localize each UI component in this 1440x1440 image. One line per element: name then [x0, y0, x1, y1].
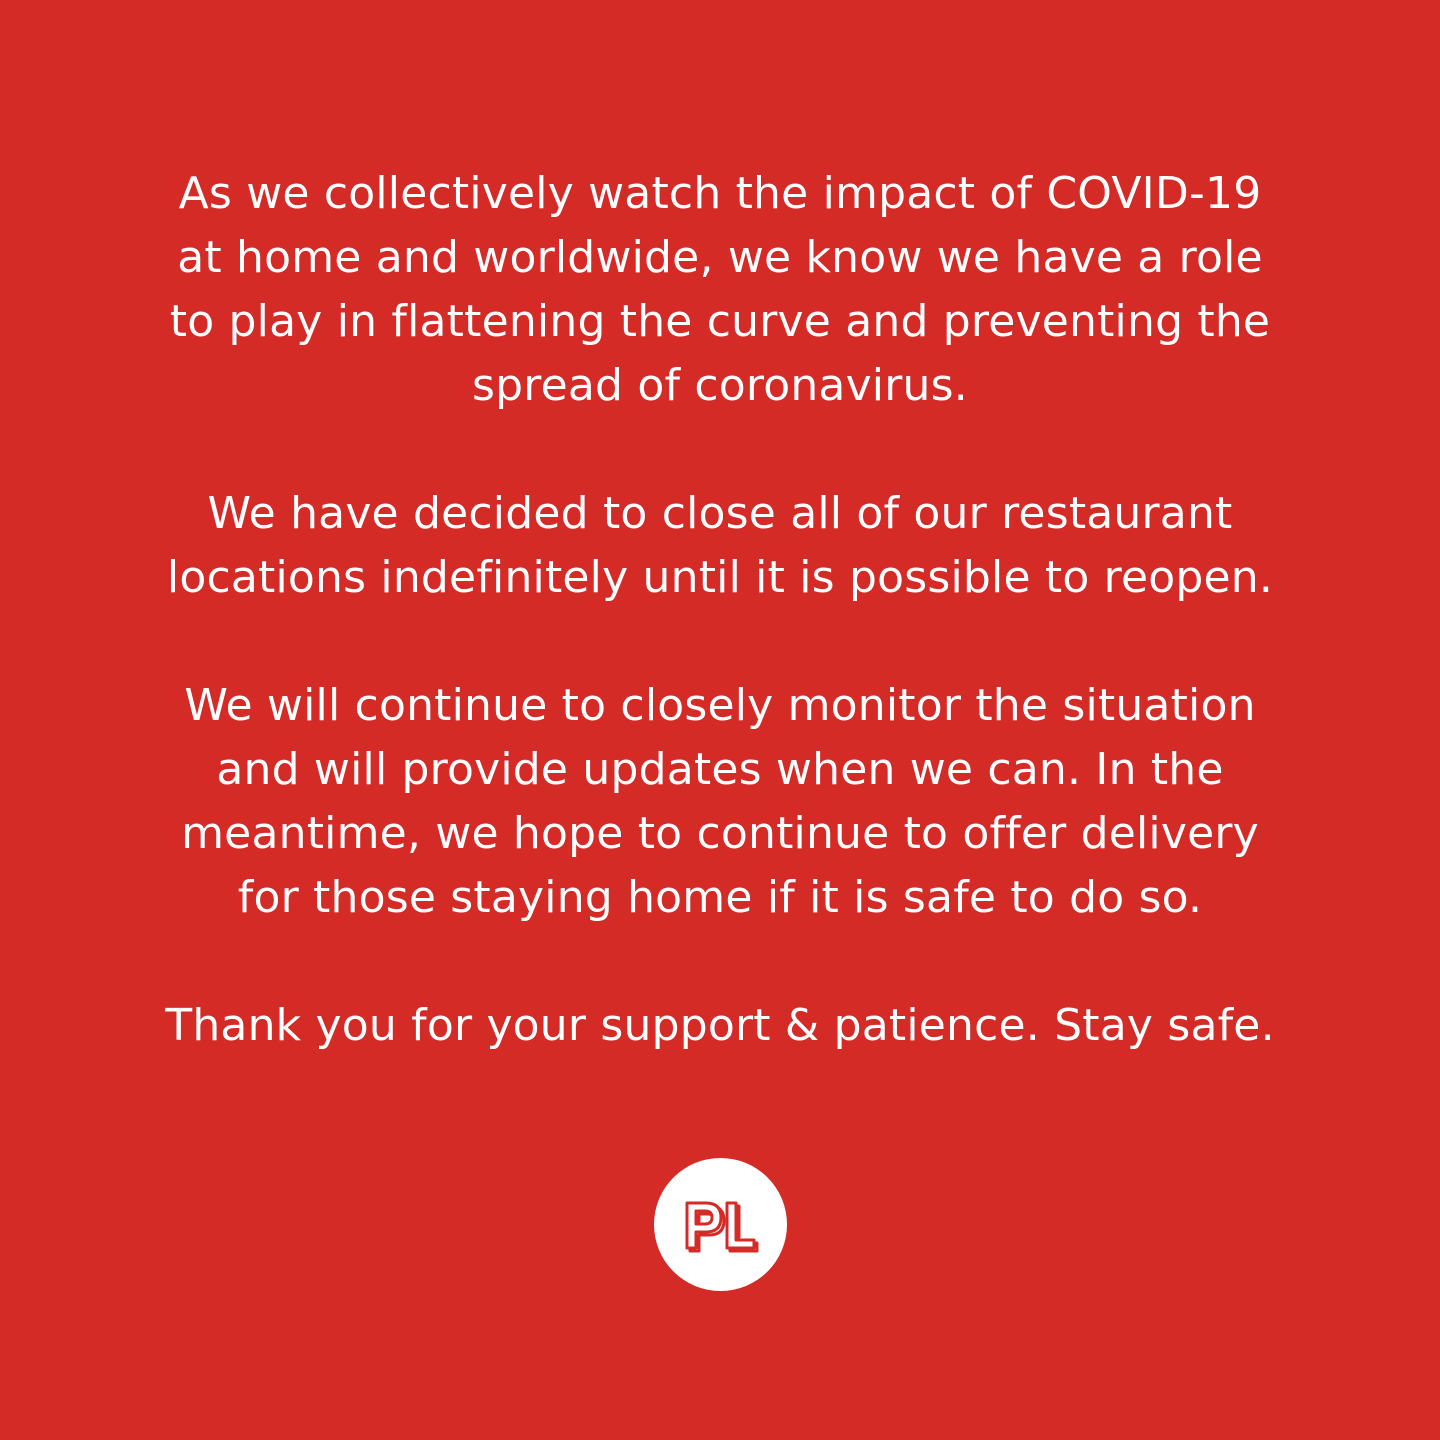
paragraph-spacer	[80, 418, 1360, 482]
paragraph-1-line-2: at home and worldwide, we know we have a role	[177, 232, 1263, 283]
paragraph-spacer	[80, 930, 1360, 994]
paragraph-1-line-1: As we collectively watch the impact of COVID-19	[178, 168, 1262, 219]
announcement-message	[80, 162, 1360, 1058]
paragraph-3-line-2: and will provide updates when we can. In the	[216, 744, 1224, 795]
paragraph-3-line-4: for those staying home if it is safe to do so.	[237, 872, 1203, 923]
paragraph-2-line-2: locations indefinitely until it is possible to reopen.	[166, 552, 1274, 603]
pl-logo	[654, 1158, 787, 1291]
paragraph-2-line-1: We have decided to close all of our restaurant	[207, 488, 1233, 539]
paragraph-3-line-3: meantime, we hope to continue to offer delivery	[181, 808, 1259, 859]
paragraph-spacer	[80, 610, 1360, 674]
paragraph-1-line-4: spread of coronavirus.	[472, 360, 968, 411]
paragraph-1-line-3: to play in flattening the curve and preventing the	[169, 296, 1271, 347]
pl-monogram-icon	[654, 1158, 787, 1291]
paragraph-4-line-1: Thank you for your support & patience. Stay safe.	[165, 1000, 1275, 1051]
paragraph-3-line-1: We will continue to closely monitor the situation	[184, 680, 1256, 731]
